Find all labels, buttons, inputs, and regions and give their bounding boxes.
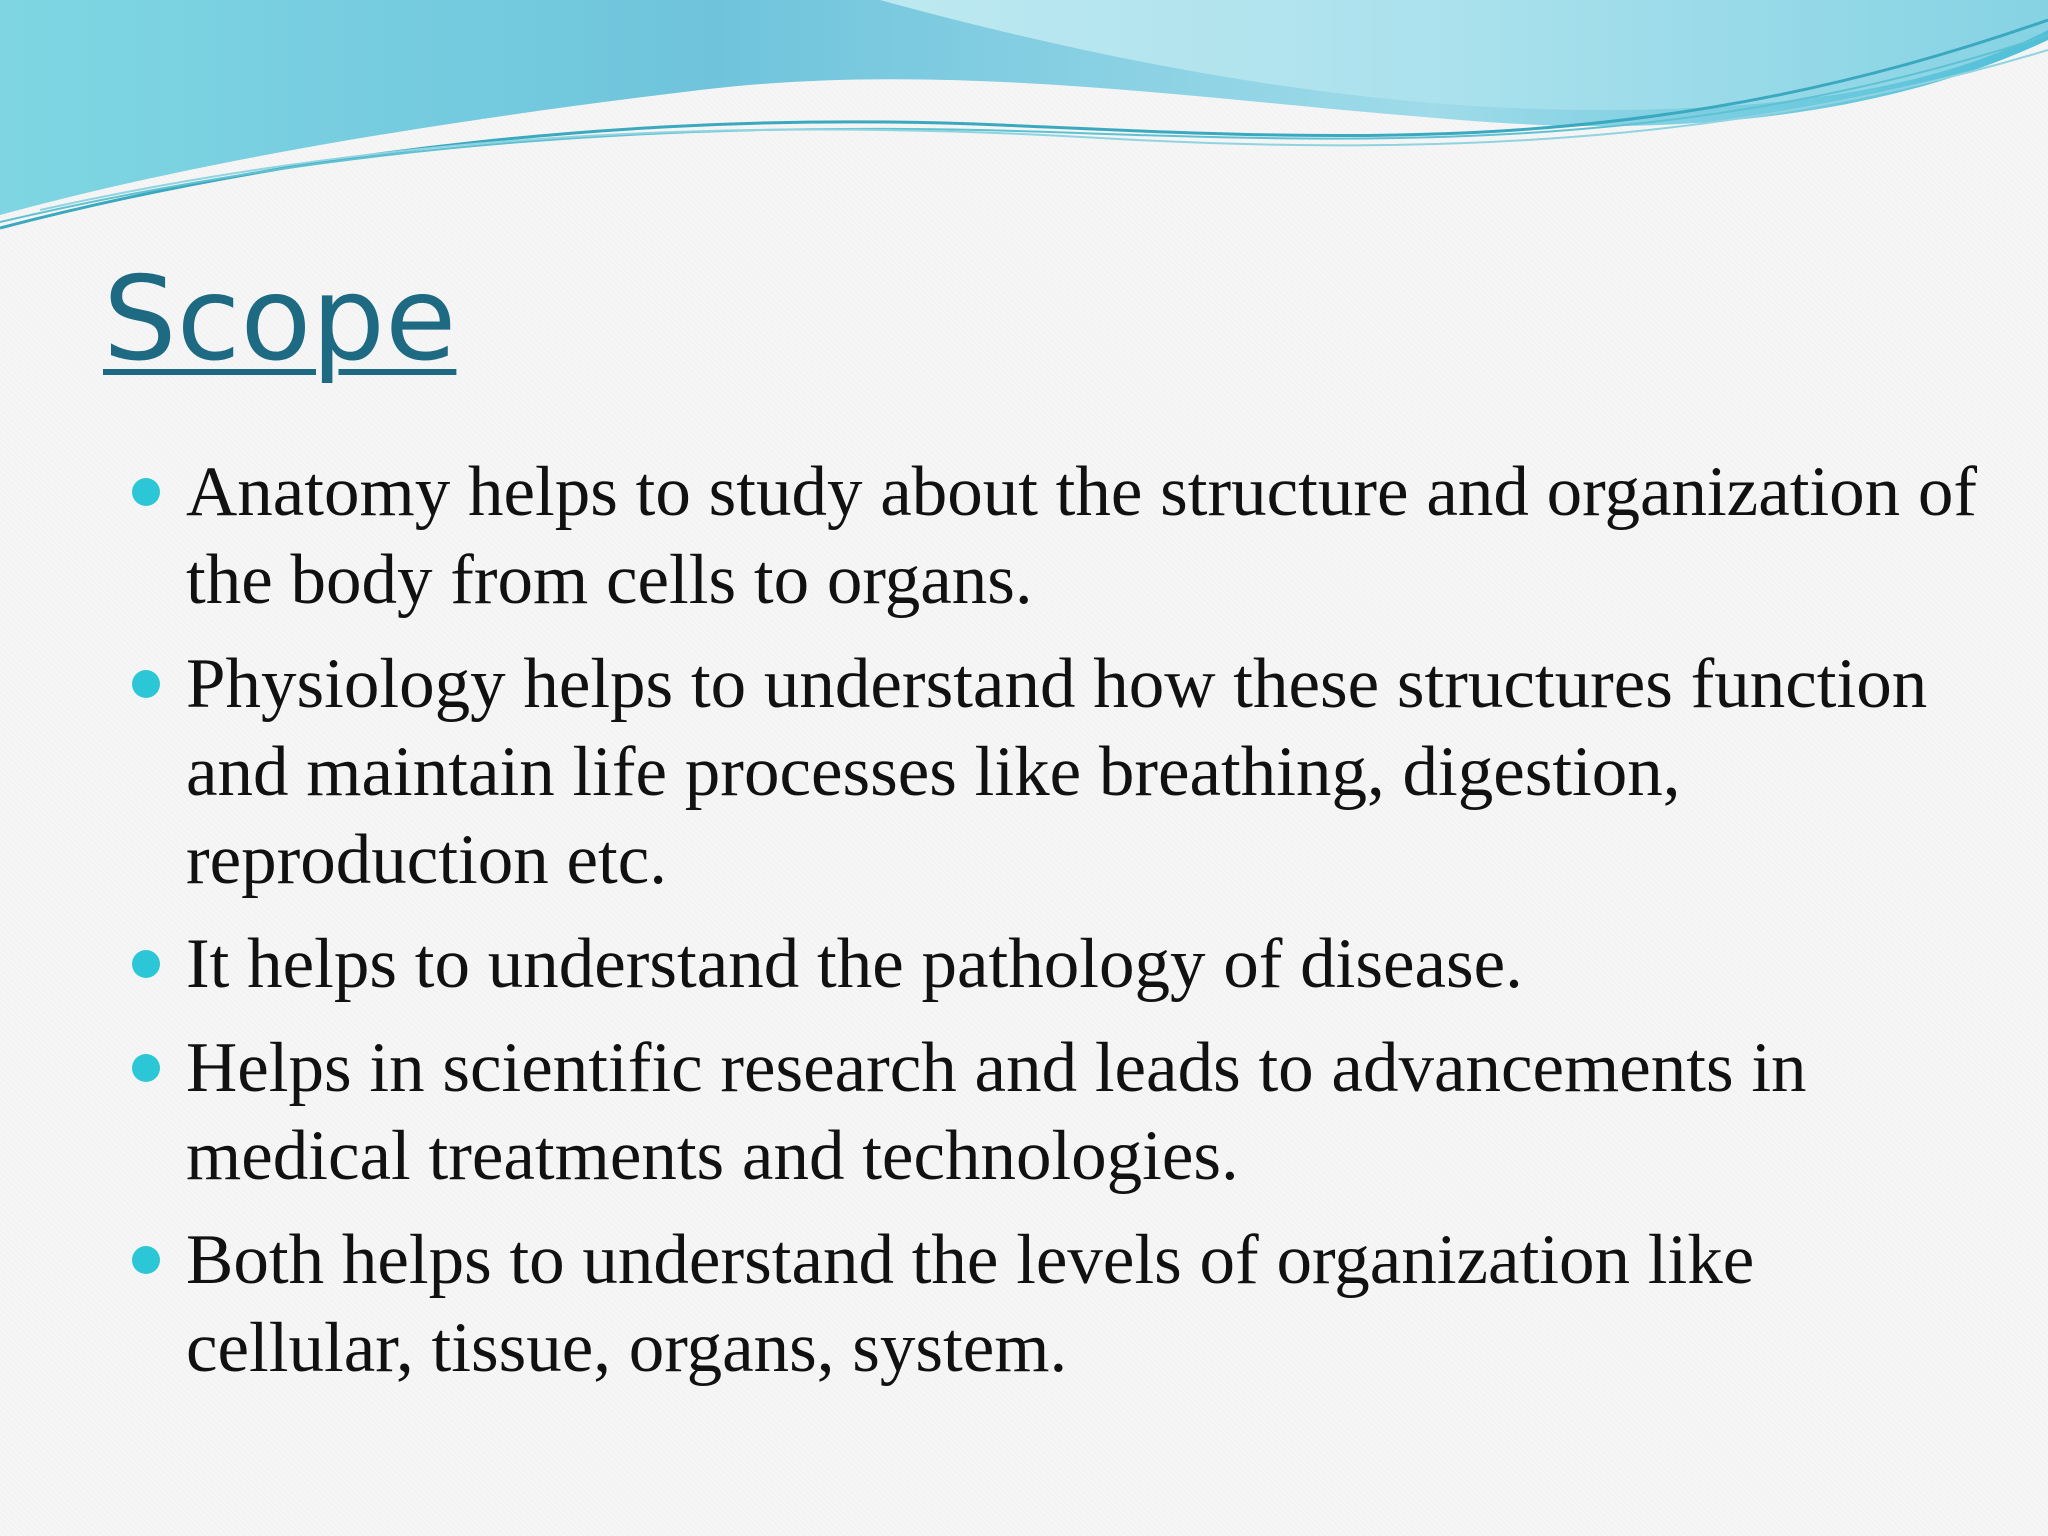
bullet-dot-icon	[132, 670, 160, 698]
bullet-dot-icon	[132, 1054, 160, 1082]
bullet-text: Both helps to understand the levels of organization like cellular, tissue, organs, system.	[186, 1221, 1755, 1387]
bullet-text: Helps in scientific research and leads to advancements in medical treatments and technologies.	[186, 1029, 1807, 1195]
bullet-text: It helps to understand the pathology of disease.	[186, 925, 1523, 1003]
wave-header-decoration	[0, 0, 2048, 240]
slide-title: Scope	[103, 252, 457, 387]
bullet-item	[132, 1216, 2012, 1392]
bullet-item	[132, 448, 2012, 624]
bullet-dot-icon	[132, 950, 160, 978]
bullet-list	[132, 448, 2012, 1408]
bullet-dot-icon	[132, 1246, 160, 1274]
bullet-item	[132, 920, 2012, 1008]
bullet-item	[132, 640, 2012, 904]
bullet-text: Physiology helps to understand how these structures function and maintain life processes like breathing, digestion, reproduction etc.	[186, 645, 1928, 899]
bullet-dot-icon	[132, 478, 160, 506]
bullet-item	[132, 1024, 2012, 1200]
bullet-text: Anatomy helps to study about the structure and organization of the body from cells to organs.	[186, 453, 1978, 619]
